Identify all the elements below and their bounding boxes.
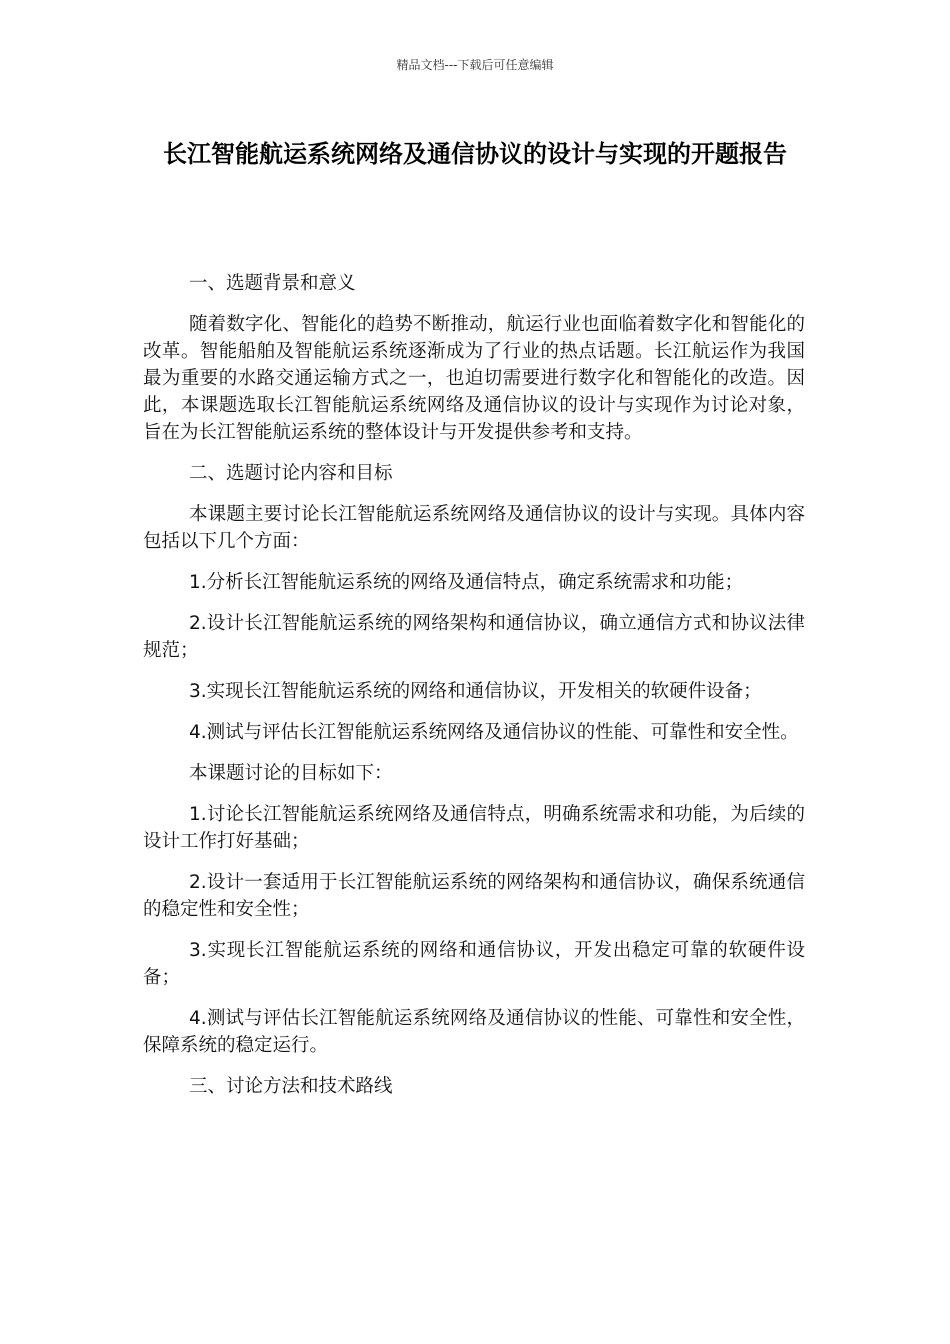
list-item-goal-4: 4.测试与评估长江智能航运系统网络及通信协议的性能、可靠性和安全性，保障系统的稳定运行。	[143, 1008, 805, 1056]
paragraph-goals-intro: 本课题讨论的目标如下：	[189, 763, 393, 784]
section-heading-background: 一、选题背景和意义	[189, 273, 356, 294]
list-item-goal-2: 2.设计一套适用于长江智能航运系统的网络架构和通信协议，确保系统通信的稳定性和安全性；	[143, 872, 805, 920]
list-item-goal-1: 1.讨论长江智能航运系统网络及通信特点，明确系统需求和功能，为后续的设计工作打好基础；	[143, 804, 805, 852]
page-header: 精品文档---下载后可任意编辑	[396, 58, 554, 72]
list-item-content-3: 3.实现长江智能航运系统的网络和通信协议，开发相关的软硬件设备；	[189, 681, 762, 702]
list-item-goal-3: 3.实现长江智能航运系统的网络和通信协议，开发出稳定可靠的软硬件设备；	[143, 940, 805, 988]
section-heading-methods: 三、讨论方法和技术路线	[189, 1076, 393, 1097]
list-item-content-4: 4.测试与评估长江智能航运系统网络及通信协议的性能、可靠性和安全性。	[189, 722, 799, 743]
list-item-content-2: 2.设计长江智能航运系统的网络架构和通信协议，确立通信方式和协议法律规范；	[143, 613, 805, 661]
document-body	[143, 270, 805, 1114]
document-title: 长江智能航运系统网络及通信协议的设计与实现的开题报告	[163, 140, 787, 168]
paragraph-content-intro: 本课题主要讨论长江智能航运系统网络及通信协议的设计与实现。具体内容包括以下几个方面：	[143, 504, 805, 552]
list-item-content-1: 1.分析长江智能航运系统的网络及通信特点，确定系统需求和功能；	[189, 572, 744, 593]
paragraph-background: 随着数字化、智能化的趋势不断推动，航运行业也面临着数字化和智能化的改革。智能船舶及智能航运系统逐渐成为了行业的热点话题。长江航运作为我国最为重要的水路交通运输方式之一，也迫切需要进行数字化和智能化的改造。因此，本课题选取长江智能航运系统网络及通信协议的设计与实现作为讨论对象，旨在为长江智能航运系统的整体设计与开发提供参考和支持。	[143, 314, 805, 443]
section-heading-content-goals: 二、选题讨论内容和目标	[189, 463, 393, 484]
